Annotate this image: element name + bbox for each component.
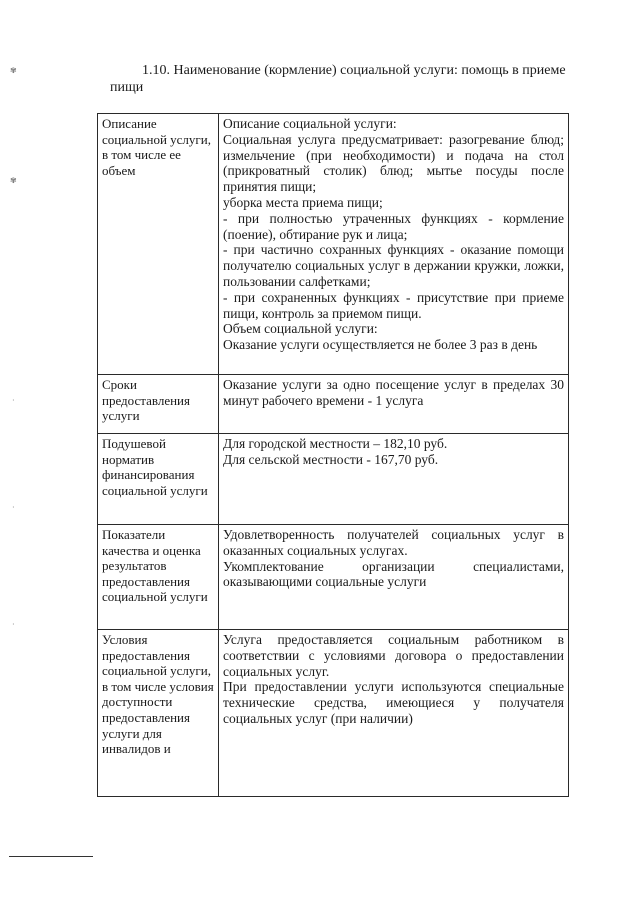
paragraph: Оказание услуги осуществляется не более 3 раз в день — [223, 337, 538, 353]
paragraph: Описание социальной услуги: — [223, 116, 397, 131]
paragraph: Для сельской местности - 167,70 руб. — [223, 451, 439, 467]
table-row — [98, 434, 569, 525]
paragraph: - при сохраненных функциях - присутствие при приеме пищи, контроль за приемом пищи. — [223, 289, 564, 321]
paragraph: уборка места приема пищи; — [223, 194, 383, 210]
scan-mark-icon: ✾ — [10, 66, 17, 75]
row-label: Описание социальной услуги, в том числе ее объем — [98, 114, 219, 375]
paragraph: Социальная услуга предусматривает: разогревание блюд; измельчение (при необходимости) и подача на стол (прикроватный столик) блюд; мытье посуды после принятия пищи; — [223, 131, 564, 195]
paragraph: - при частично сохранных функциях - оказание помощи получателю социальных услуг в держании кружки, ложки, пользовании салфетками; — [223, 242, 564, 289]
paragraph: - при полностью утраченных функциях - кормление (поение), обтирание рук и лица; — [223, 210, 564, 242]
table-row — [98, 525, 569, 630]
row-content — [219, 630, 569, 797]
paragraph: Укомплектование организации специалистами, оказывающими социальные услуги — [223, 558, 564, 590]
paragraph: Услуга предоставляется социальным работником в соответствии с условиями договора о предоставлении социальных услуг. — [223, 632, 564, 679]
row-content — [219, 525, 569, 630]
scan-mark-icon: · — [12, 396, 15, 405]
paragraph: Объем социальной услуги: — [223, 321, 378, 337]
row-label: Подушевой норматив финансирования социальной услуги — [98, 434, 219, 525]
paragraph: Удовлетворенность получателей социальных услуг в оказанных социальных услугах. — [223, 527, 564, 558]
section-heading-line1: 1.10. Наименование (кормление) социальной услуги: помощь в приеме — [142, 63, 566, 78]
paragraph: При предоставлении услуги используются специальные технические средства, имеющиеся у получателя социальных услуг (при наличии) — [223, 679, 564, 726]
table-row — [98, 114, 569, 375]
section-heading — [112, 62, 582, 96]
paragraph: Оказание услуги за одно посещение услуг в пределах 30 минут рабочего времени - 1 услуга — [223, 377, 564, 408]
paragraph: Для городской местности – 182,10 руб. — [223, 436, 448, 451]
row-label: Показатели качества и оценка результатов предоставления социальной услуги — [98, 525, 219, 630]
table-row — [98, 375, 569, 434]
row-content — [219, 114, 569, 375]
table-row — [98, 630, 569, 797]
row-label: Условия предоставления социальной услуги, в том числе условия доступности предоставления услуги для инвалидов и — [98, 630, 219, 797]
section-heading-line2: пищи — [110, 80, 144, 95]
scan-mark-icon: ✾ — [10, 176, 17, 185]
service-table — [97, 113, 569, 797]
row-content — [219, 434, 569, 525]
scan-mark-icon: · — [12, 620, 15, 629]
row-label: Сроки предоставления услуги — [98, 375, 219, 434]
scan-mark-icon: · — [12, 503, 15, 512]
row-content — [219, 375, 569, 434]
footnote-divider — [9, 856, 93, 857]
